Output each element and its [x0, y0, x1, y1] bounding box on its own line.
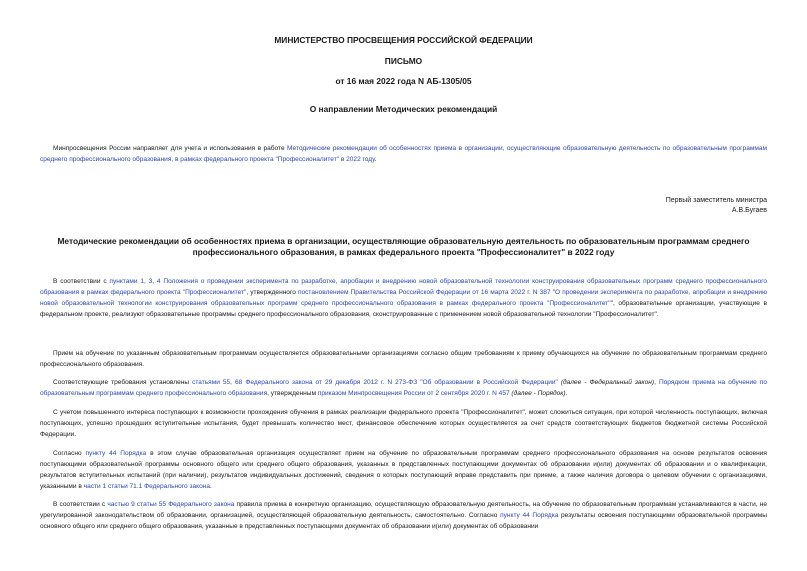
- p5-text: .: [210, 483, 212, 490]
- p5-text: в этом случае образовательная организация осуществляет прием на обучение по образовательным программам среднего профессионального образования на основе результатов освоения поступающими образовательной программы основного общего или среднего общего образования, указанных в представленных поступающими документах об образовании и(или) документах об образовании и о квалификации, результатов вступительных испытаний (при наличии), результатов индивидуальных достижений, сведения о которых поступающий вправе представить при приеме, а также наличия договора о целевом обучении с организациями, указанными в: [40, 450, 767, 490]
- p3-note: (далее - Порядок): [509, 390, 566, 397]
- p3-note: (далее - Федеральный закон): [557, 379, 655, 386]
- intro-text: Минпросвещения России направляет для учета и использования в работе: [53, 145, 288, 152]
- signature-position: Первый заместитель министра: [665, 197, 767, 204]
- ministry-order-link[interactable]: приказом Минпросвещения России от 2 сентября 2020 г. N 457: [317, 390, 510, 397]
- p3-text: , утвержденным: [267, 390, 318, 397]
- paragraph-4: С учетом повышенного интереса поступающих к возможности прохождения обучения в рамках реализации федерального проекта "Профессионалитет", может сложиться ситуация, при которой численность поступающих, включая поступающих, успешно прошедших вступительные испытания, будет превышать количество мест, финансовое обеспечение которых осуществляется за счет средств соответствующих бюджетов бюджетной системы Российской Федерации.: [40, 409, 767, 438]
- paragraph-6: [40, 499, 767, 532]
- federal-law-article-55-link[interactable]: частью 9 статьи 55 Федерального закона: [107, 501, 235, 508]
- paragraph-2: Прием на обучение по указанным образовательным программам осуществляется образовательными организациями согласно общим требованиям к приему обучающихся на обучение по образовательным программам среднего профессионального образования.: [40, 350, 767, 368]
- signature-name: А.В.Бугаев: [731, 207, 767, 214]
- paragraph-5: [40, 448, 767, 492]
- regulation-points-link[interactable]: пунктами 1, 3, 4 Положения о проведении эксперимента по разработке, апробации и внедрению новой образовательной технологии конструирования образовательных программ среднего профессионального образования в рамках федерального проекта "Профессионалитет": [40, 278, 767, 296]
- p6-text: В соответствии с: [53, 501, 108, 508]
- p6-text: результаты освоения поступающими образовательной программы основного общего или среднего общего образования, указанные в представленных поступающими документах об образовании и(или) документах об образовании: [40, 512, 767, 530]
- doc-type-heading: ПИСЬМО: [384, 56, 423, 66]
- p3-text: Соответствующие требования установлены: [53, 379, 193, 386]
- p5-text: Согласно: [53, 450, 86, 457]
- p1-text: ", образовательные организации, участвующие в федеральном проекте, реализуют образовательные программы среднего профессионального образования, сконструированные с применением новой образовательной технологии "Профессионалитет".: [40, 300, 767, 318]
- recommendations-title: Методические рекомендации об особенностях приема в организации, осуществляющие образовательную деятельность по образовательным программам среднего профессионального образования, в рамках федерального проекта "Профессионалитет" в 2022 году: [57, 236, 750, 257]
- federal-law-article-71-link[interactable]: части 1 статьи 71.1 Федерального закона: [83, 483, 210, 490]
- doc-subject: О направлении Методических рекомендаций: [309, 104, 498, 114]
- federal-law-articles-link[interactable]: статьями 55, 68 Федерального закона от 29 декабря 2012 г. N 273-ФЗ "Об образовании в Российской Федерации": [192, 379, 558, 386]
- p1-text: , утвержденного: [246, 289, 298, 296]
- doc-date-number: от 16 мая 2022 года N АБ-1305/05: [335, 76, 472, 86]
- ministry-heading: МИНИСТЕРСТВО ПРОСВЕЩЕНИЯ РОССИЙСКОЙ ФЕДЕРАЦИИ: [274, 35, 533, 45]
- p1-text: ": [550, 289, 555, 296]
- procedure-point-44-link[interactable]: пункту 44 Порядка: [85, 450, 147, 457]
- paragraph-3: [40, 377, 767, 399]
- p3-text: .: [565, 390, 568, 397]
- admission-procedure-link[interactable]: Порядком приема на обучение по образовательным программам среднего профессионального образования: [40, 379, 767, 397]
- p3-text: ,: [654, 379, 659, 386]
- paragraph-1: [40, 276, 767, 320]
- intro-paragraph: [40, 143, 767, 165]
- government-resolution-link[interactable]: постановлением Правительства Российской Федерации от 16 марта 2022 г. N 387: [297, 289, 551, 296]
- intro-text-end: .: [374, 156, 377, 163]
- methodical-recommendations-link[interactable]: Методические рекомендации об особенностях приема в организации, осуществляющие образовательную деятельность по образовательным программам среднего профессионального образования, в рамках федерального проекта "Профессионалитет" в 2022 году: [40, 145, 767, 163]
- p6-text: правила приема в конкретную организацию, осуществляющую образовательную деятельность, на обучение по образовательным программам устанавливаются в части, не урегулированной законодательством об образовании, организацией, осуществляющей образовательную деятельность, самостоятельно. Согласно: [40, 501, 767, 519]
- experiment-link[interactable]: О проведении эксперимента по разработке, апробации и внедрению новой образовательной технологии конструирования образовательных программ среднего профессионального образования в рамках федерального проекта "Профессионалитет": [40, 289, 767, 307]
- procedure-point-44-link-2[interactable]: пункту 44 Порядка: [500, 512, 559, 519]
- p1-text: В соответствии с: [53, 278, 110, 285]
